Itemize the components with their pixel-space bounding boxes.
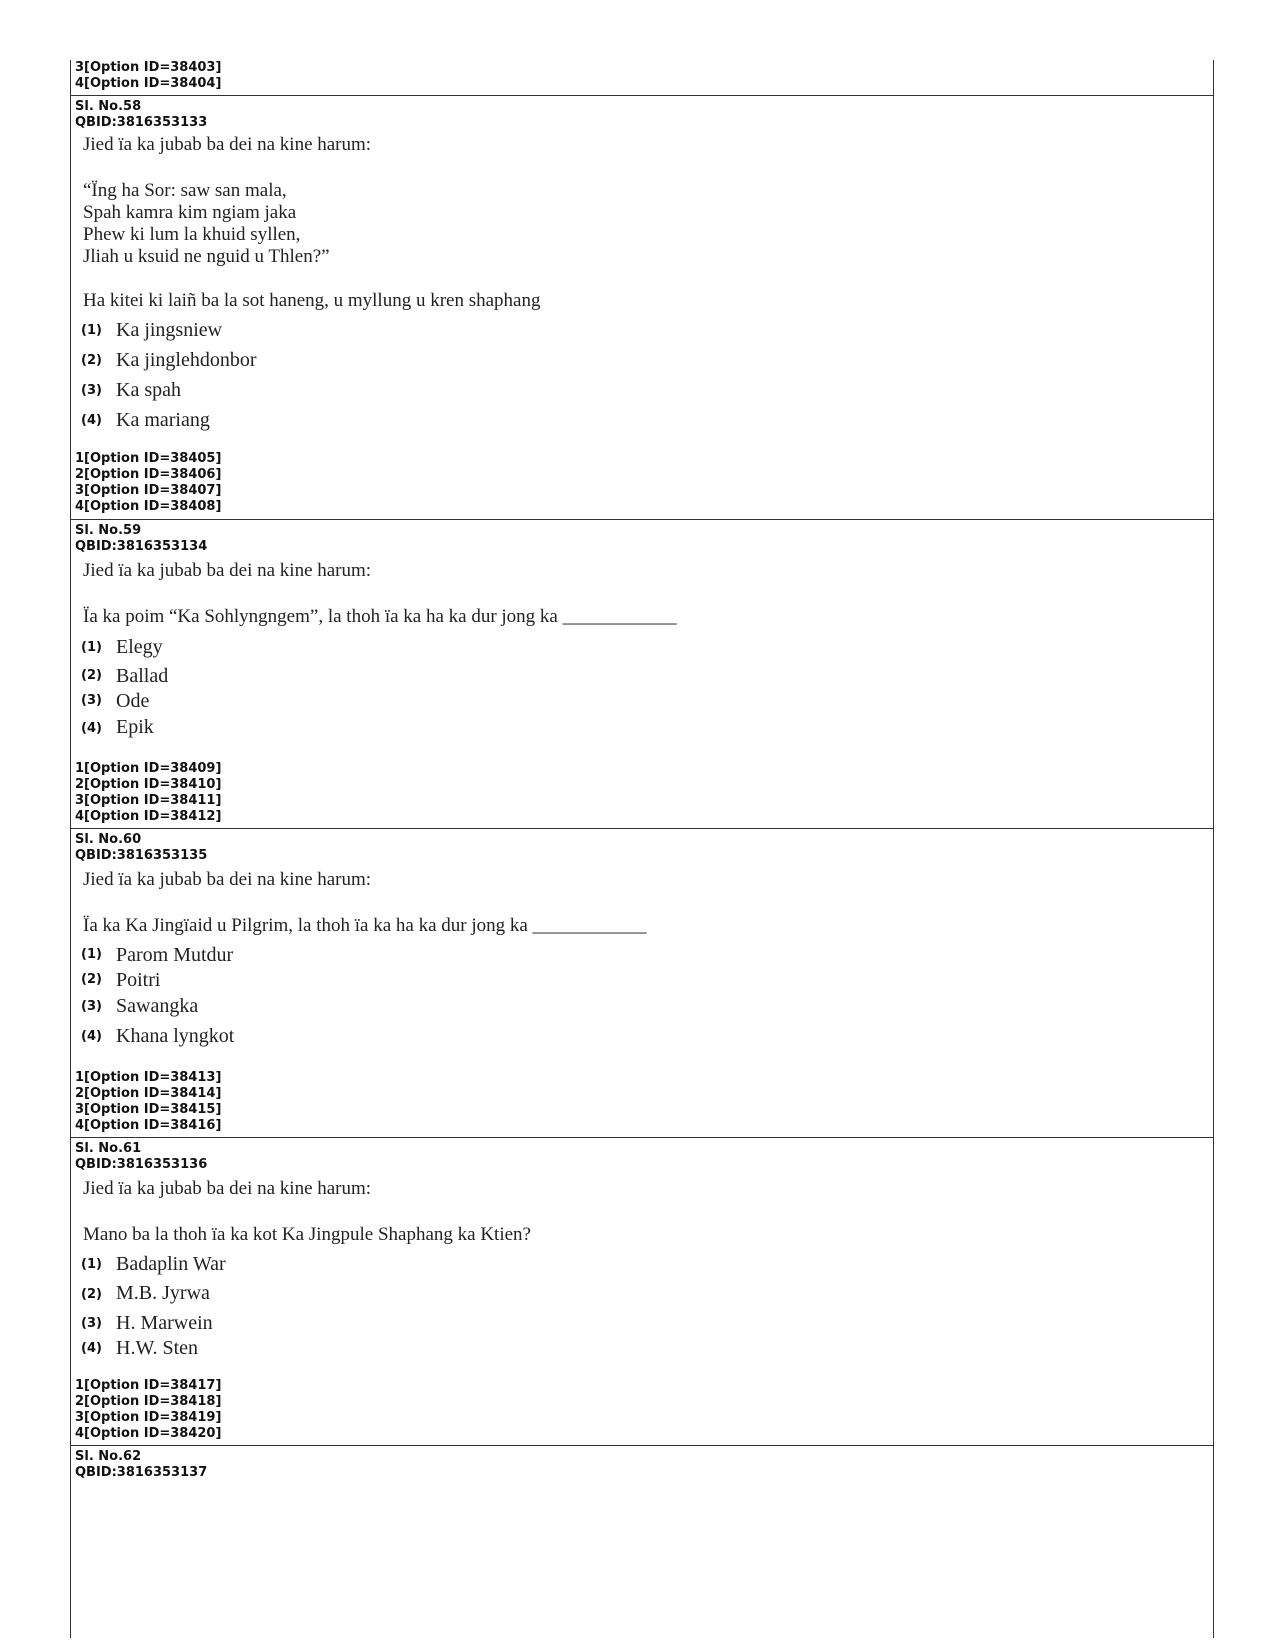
option-number: (4) (81, 1029, 102, 1044)
option-id: 1[Option ID=38405] (75, 451, 222, 466)
option-number: (3) (81, 383, 102, 398)
option-number: (1) (81, 1257, 102, 1272)
serial-number: Sl. No.62 (75, 1449, 142, 1464)
serial-number: Sl. No.58 (75, 99, 142, 114)
stem-line: “Ïng ha Sor: saw san mala, (83, 180, 287, 201)
serial-number: Sl. No.61 (75, 1141, 142, 1156)
option-text: Sawangka (116, 995, 199, 1017)
divider (71, 1137, 1213, 1138)
stem-line: Jliah u ksuid ne nguid u Thlen?” (83, 246, 330, 267)
qbid: QBID:3816353135 (75, 848, 208, 863)
option-id: 2[Option ID=38410] (75, 777, 222, 792)
option-text: Ka jinglehdonbor (116, 349, 257, 371)
option-number: (1) (81, 323, 102, 338)
option-text: Ka spah (116, 379, 181, 401)
instruction: Jied ïa ka jubab ba dei na kine harum: (83, 134, 372, 155)
option-number: (2) (81, 1287, 102, 1302)
divider (71, 95, 1213, 96)
option-text: Ka mariang (116, 409, 210, 431)
question-prompt: Ha kitei ki laiñ ba la sot haneng, u myllung u kren shaphang (83, 290, 541, 311)
option-id: 3[Option ID=38419] (75, 1410, 222, 1425)
option-id: 1[Option ID=38409] (75, 761, 222, 776)
qbid: QBID:3816353136 (75, 1157, 208, 1172)
option-number: (4) (81, 413, 102, 428)
serial-number: Sl. No.60 (75, 832, 142, 847)
option-id: 4[Option ID=38416] (75, 1118, 222, 1133)
option-id: 3[Option ID=38411] (75, 793, 222, 808)
option-id: 1[Option ID=38413] (75, 1070, 222, 1085)
instruction: Jied ïa ka jubab ba dei na kine harum: (83, 1178, 372, 1199)
option-id: 4[Option ID=38420] (75, 1426, 222, 1441)
option-id: 3[Option ID=38403] (75, 60, 222, 75)
option-id: 3[Option ID=38407] (75, 483, 222, 498)
option-text: Badaplin War (116, 1253, 226, 1275)
option-number: (3) (81, 1316, 102, 1331)
divider (71, 519, 1213, 520)
qbid: QBID:3816353133 (75, 115, 208, 130)
option-text: H.W. Sten (116, 1337, 199, 1359)
question-prompt: Mano ba la thoh ïa ka kot Ka Jingpule Shaphang ka Ktien? (83, 1224, 531, 1245)
question-prompt: Ïa ka Ka Jingïaid u Pilgrim, la thoh ïa ka ha ka dur jong ka ____________ (83, 915, 647, 936)
option-number: (2) (81, 353, 102, 368)
option-text: Ode (116, 690, 150, 712)
instruction: Jied ïa ka jubab ba dei na kine harum: (83, 560, 372, 581)
option-number: (4) (81, 721, 102, 736)
option-text: Ballad (116, 665, 169, 687)
option-id: 4[Option ID=38412] (75, 809, 222, 824)
divider (71, 828, 1213, 829)
option-text: Elegy (116, 636, 163, 658)
serial-number: Sl. No.59 (75, 523, 142, 538)
option-number: (3) (81, 999, 102, 1014)
option-text: Parom Mutdur (116, 944, 234, 966)
option-text: Poitri (116, 969, 161, 991)
qbid: QBID:3816353134 (75, 539, 208, 554)
option-number: (4) (81, 1341, 102, 1356)
option-text: H. Marwein (116, 1312, 213, 1334)
option-id: 4[Option ID=38408] (75, 499, 222, 514)
option-number: (2) (81, 972, 102, 987)
instruction: Jied ïa ka jubab ba dei na kine harum: (83, 869, 372, 890)
option-text: M.B. Jyrwa (116, 1282, 210, 1304)
option-text: Ka jingsniew (116, 319, 223, 341)
option-id: 2[Option ID=38406] (75, 467, 222, 482)
option-id: 2[Option ID=38414] (75, 1086, 222, 1101)
question-prompt: Ïa ka poim “Ka Sohlyngngem”, la thoh ïa ka ha ka dur jong ka ____________ (83, 606, 677, 627)
qbid: QBID:3816353137 (75, 1465, 208, 1480)
option-number: (3) (81, 693, 102, 708)
option-id: 1[Option ID=38417] (75, 1378, 222, 1393)
option-id: 4[Option ID=38404] (75, 76, 222, 91)
option-text: Epik (116, 716, 154, 738)
stem-line: Spah kamra kim ngiam jaka (83, 202, 297, 223)
option-id: 2[Option ID=38418] (75, 1394, 222, 1409)
option-number: (1) (81, 947, 102, 962)
divider (71, 1445, 1213, 1446)
question-paper-frame (70, 60, 1214, 1638)
option-id: 3[Option ID=38415] (75, 1102, 222, 1117)
option-text: Khana lyngkot (116, 1025, 235, 1047)
option-number: (2) (81, 668, 102, 683)
stem-line: Phew ki lum la khuid syllen, (83, 224, 301, 245)
option-number: (1) (81, 640, 102, 655)
